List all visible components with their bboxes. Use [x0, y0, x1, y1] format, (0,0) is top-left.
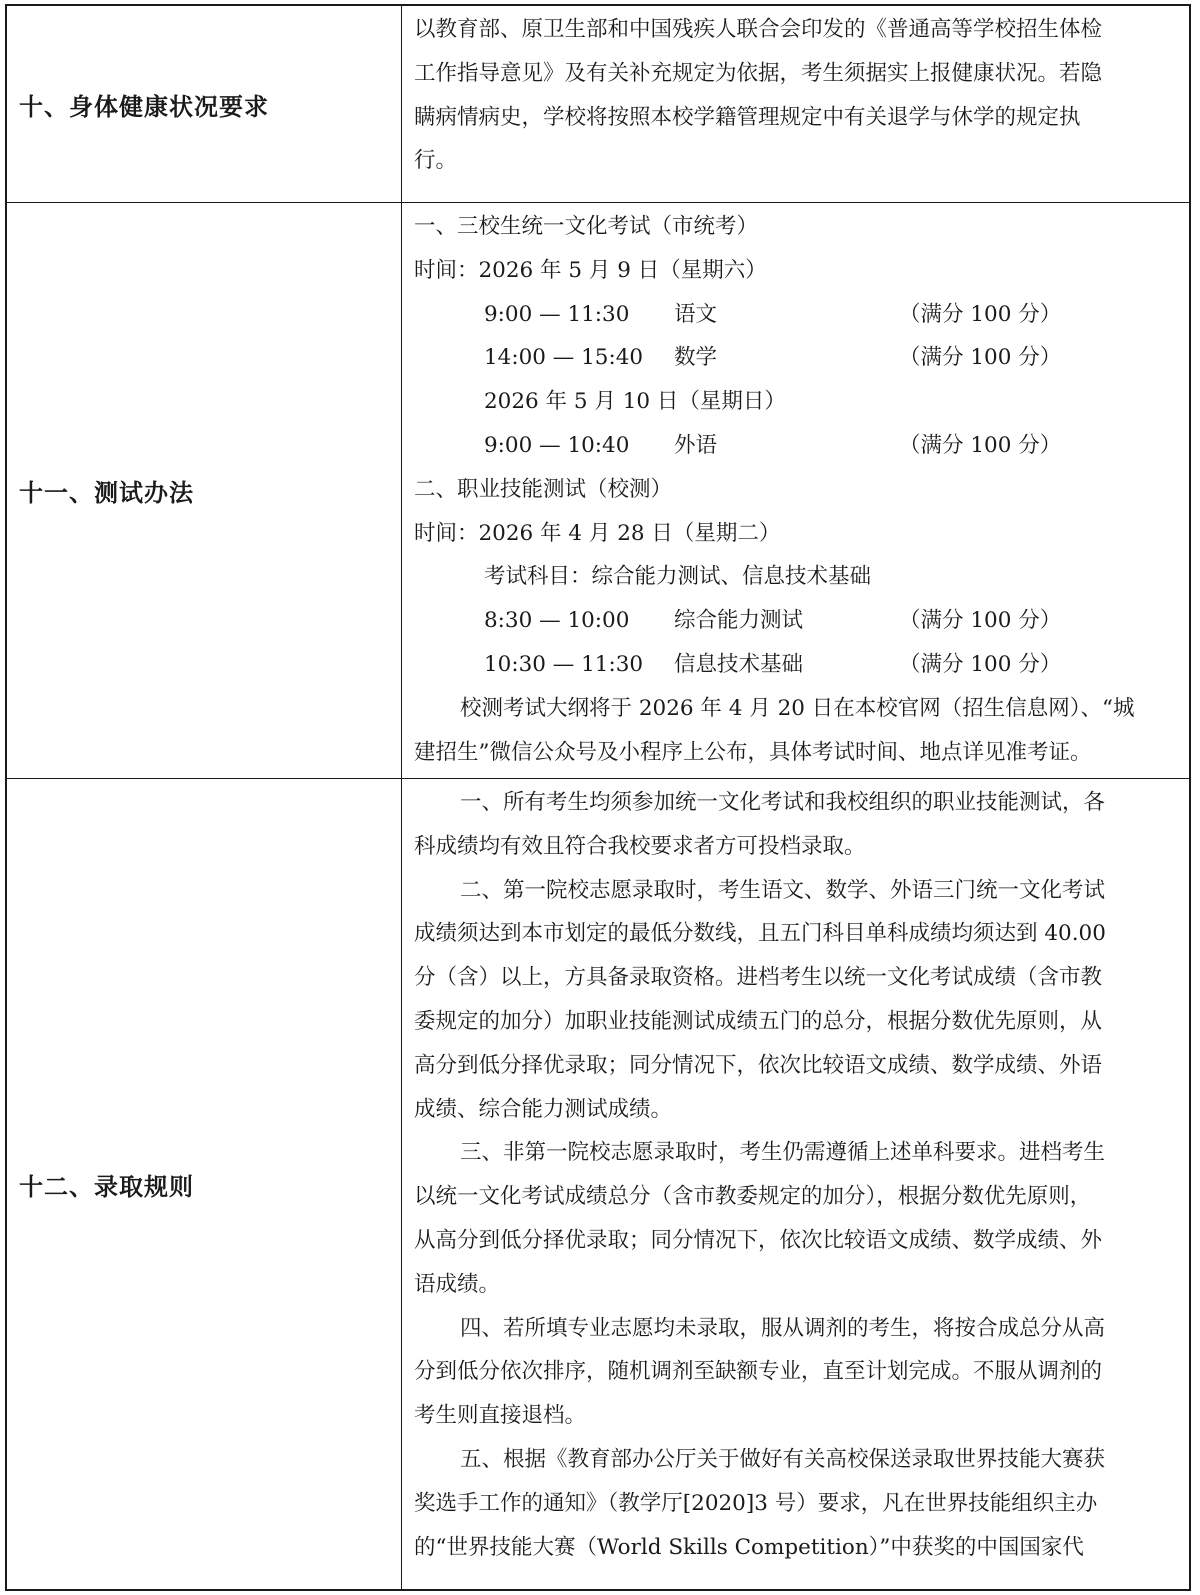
text-line: 四、若所填专业志愿均未录取，服从调剂的考生，将按合成总分从高 — [460, 1315, 1106, 1341]
exam-date: 2026 年 5 月 10 日（星期日） — [484, 389, 786, 415]
table-row — [7, 202, 1189, 778]
text-line: 行。 — [414, 148, 458, 174]
row-content-cell — [402, 779, 1189, 1589]
schedule-time: 10:30 — 11:30 — [484, 651, 644, 677]
text-line: 瞒病情病史，学校将按照本校学籍管理规定中有关退学与休学的规定执 — [414, 104, 1081, 130]
text-line: 工作指导意见》及有关补充规定为依据，考生须据实上报健康状况。若隐 — [414, 60, 1103, 86]
text-line: 三、非第一院校志愿录取时，考生仍需遵循上述单科要求。进档考生 — [460, 1140, 1106, 1166]
text-line: 的“世界技能大赛（World Skills Competition）”中获奖的中国国家代 — [414, 1534, 1084, 1560]
schedule-line — [414, 336, 1179, 380]
schedule-score: （满分 100 分） — [899, 651, 1062, 677]
admission-rules-table — [5, 4, 1191, 1591]
text-line: 语成绩。 — [414, 1271, 501, 1297]
text-line: 以统一文化考试成绩总分（含市教委规定的加分），根据分数优先原则， — [414, 1184, 1092, 1210]
schedule-line — [414, 424, 1179, 468]
text-line: 建招生”微信公众号及小程序上公布，具体考试时间、地点详见准考证。 — [414, 739, 1092, 765]
row-label-cell — [7, 6, 402, 202]
schedule-subject: 语文 — [674, 301, 718, 327]
row-label-cell — [7, 203, 402, 778]
text-line: 从高分到低分择优录取；同分情况下，依次比较语文成绩、数学成绩、外 — [414, 1227, 1103, 1253]
text-line: 五、根据《教育部办公厅关于做好有关高校保送录取世界技能大赛获 — [460, 1446, 1106, 1472]
text-line: 成绩、综合能力测试成绩。 — [414, 1096, 673, 1122]
exam-date: 时间：2026 年 5 月 9 日（星期六） — [414, 257, 767, 283]
schedule-line — [414, 599, 1179, 643]
text-line: 考生则直接退档。 — [414, 1403, 587, 1429]
row-content-cell — [402, 203, 1189, 778]
schedule-score: （满分 100 分） — [899, 301, 1062, 327]
schedule-score: （满分 100 分） — [899, 608, 1062, 634]
text-line: 分到低分依次排序，随机调剂至缺额专业，直至计划完成。不服从调剂的 — [414, 1359, 1103, 1385]
schedule-score: （满分 100 分） — [899, 432, 1062, 458]
text-line: 以教育部、原卫生部和中国残疾人联合会印发的《普通高等学校招生体检 — [414, 17, 1103, 42]
schedule-score: （满分 100 分） — [899, 345, 1062, 371]
exam-subjects: 考试科目：综合能力测试、信息技术基础 — [484, 564, 872, 590]
text-line: 校测考试大纲将于 2026 年 4 月 20 日在本校官网（招生信息网）、“城 — [460, 695, 1135, 721]
schedule-subject: 外语 — [674, 432, 718, 458]
schedule-subject: 信息技术基础 — [674, 651, 804, 677]
text-line: 分（含）以上，方具备录取资格。进档考生以统一文化考试成绩（含市教 — [414, 965, 1103, 991]
row-label-cell — [7, 779, 402, 1589]
schedule-subject: 数学 — [674, 345, 718, 371]
schedule-line — [414, 293, 1179, 337]
row-label: 十二、录取规则 — [19, 1172, 194, 1201]
schedule-time: 9:00 — 11:30 — [484, 301, 630, 327]
text-line: 一、所有考生均须参加统一文化考试和我校组织的职业技能测试，各 — [460, 790, 1106, 815]
text-line: 委规定的加分）加职业技能测试成绩五门的总分，根据分数优先原则，从 — [414, 1008, 1103, 1034]
text-line: 奖选手工作的通知》（教学厅[2020]3 号）要求，凡在世界技能组织主办 — [414, 1490, 1098, 1516]
row-label: 十、身体健康状况要求 — [19, 92, 269, 121]
exam-heading: 一、三校生统一文化考试（市统考） — [414, 214, 759, 239]
text-line: 科成绩均有效且符合我校要求者方可投档录取。 — [414, 833, 866, 859]
exam-heading: 二、职业技能测试（校测） — [414, 476, 673, 502]
text-line: 成绩须达到本市划定的最低分数线，且五门科目单科成绩均须达到 40.00 — [414, 921, 1106, 947]
schedule-time: 14:00 — 15:40 — [484, 345, 644, 371]
schedule-time: 8:30 — 10:00 — [484, 608, 630, 634]
text-line: 二、第一院校志愿录取时，考生语文、数学、外语三门统一文化考试 — [460, 877, 1106, 903]
row-content-cell — [402, 6, 1189, 202]
schedule-time: 9:00 — 10:40 — [484, 432, 630, 458]
exam-date: 时间：2026 年 4 月 28 日（星期二） — [414, 520, 781, 546]
table-row — [7, 6, 1189, 202]
row-label: 十一、测试办法 — [19, 479, 194, 507]
schedule-line — [414, 643, 1179, 687]
table-row — [7, 778, 1189, 1589]
text-line: 高分到低分择优录取；同分情况下，依次比较语文成绩、数学成绩、外语 — [414, 1052, 1103, 1078]
schedule-subject: 综合能力测试 — [674, 608, 804, 634]
